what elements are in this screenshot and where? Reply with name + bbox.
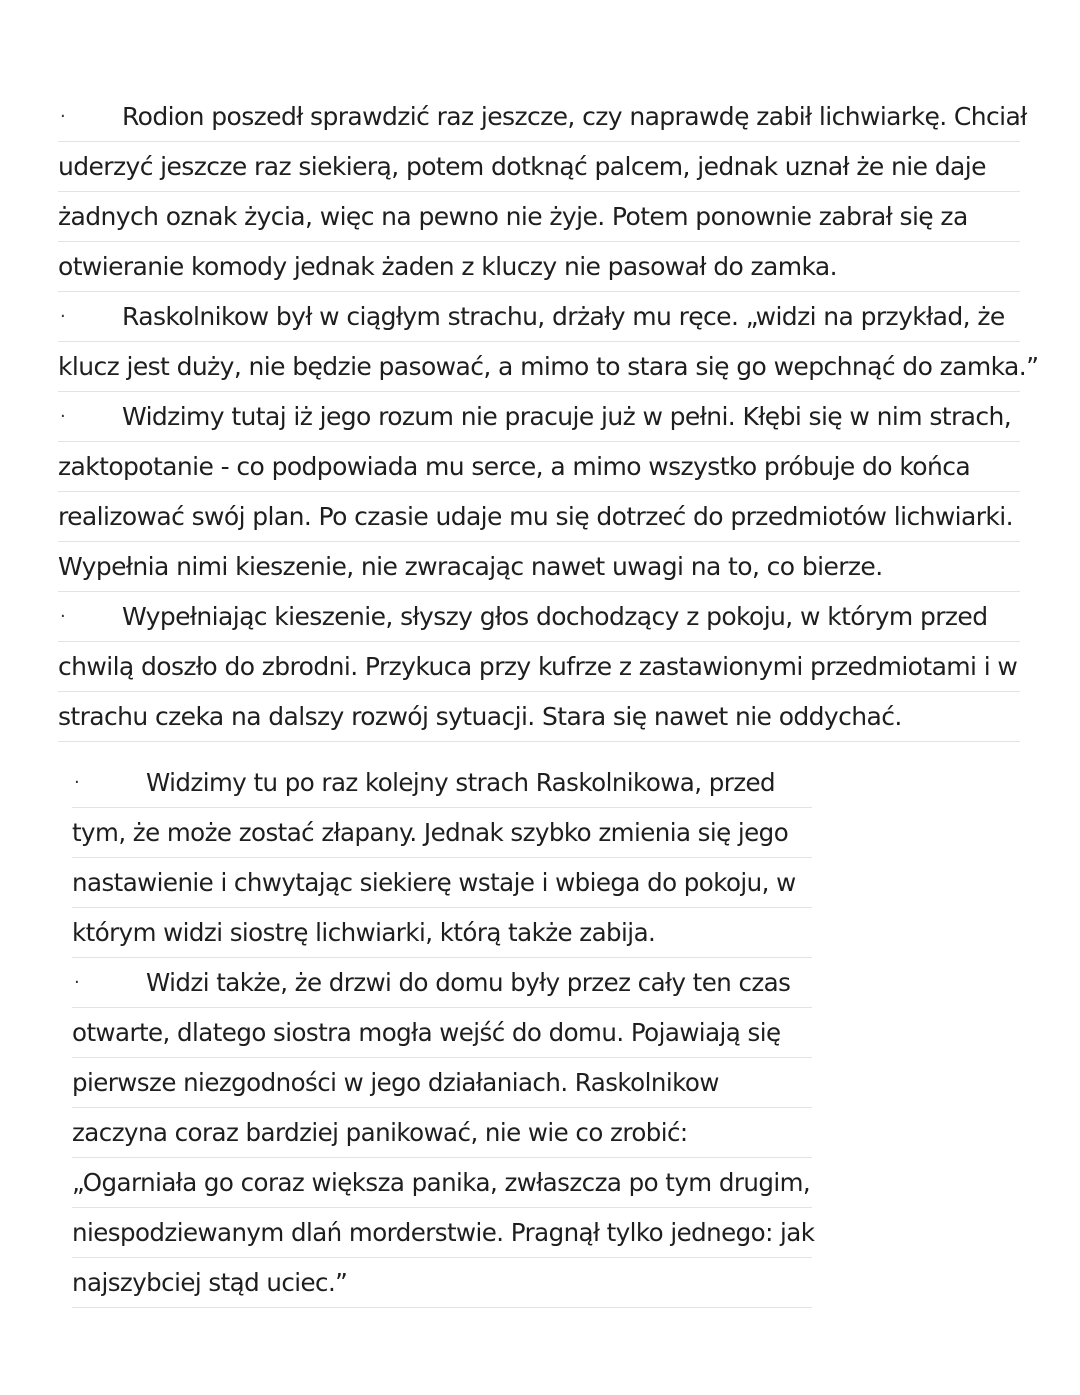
note-line <box>58 542 1020 592</box>
note-line-text: Raskolnikow był w ciągłym strachu, drżały mu ręce. „widzi na przykład, że <box>122 302 1005 331</box>
note-line <box>58 242 1020 292</box>
note-line <box>72 908 812 958</box>
note-line <box>72 1108 812 1158</box>
notes-section-2 <box>0 758 1080 1308</box>
note-line-text: „Ogarniała go coraz większa panika, zwłaszcza po tym drugim, <box>72 1168 811 1197</box>
note-line <box>58 692 1020 742</box>
note-line <box>58 592 1020 642</box>
note-line-text: niespodziewanym dlań morderstwie. Pragnął tylko jednego: jak <box>72 1218 815 1247</box>
bullet-point: · <box>60 606 66 627</box>
note-line-text: realizować swój plan. Po czasie udaje mu się dotrzeć do przedmiotów lichwiarki. <box>58 502 1013 531</box>
note-line <box>58 642 1020 692</box>
note-line-text: Widzimy tutaj iż jego rozum nie pracuje już w pełni. Kłębi się w nim strach, <box>122 402 1012 431</box>
note-line-text: otwarte, dlatego siostra mogła wejść do domu. Pojawiają się <box>72 1018 781 1047</box>
note-line <box>58 492 1020 542</box>
note-line <box>58 292 1020 342</box>
note-line-text: pierwsze niezgodności w jego działaniach. Raskolnikow <box>72 1068 719 1097</box>
note-line <box>58 142 1020 192</box>
bullet-point: · <box>60 106 66 127</box>
notes-section-1 <box>0 92 1080 742</box>
note-line <box>72 858 812 908</box>
note-line <box>58 192 1020 242</box>
note-line-text: klucz jest duży, nie będzie pasować, a mimo to stara się go wepchnąć do zamka.” <box>58 352 1039 381</box>
note-line <box>72 1208 815 1258</box>
note-line <box>58 442 1020 492</box>
note-line-text: chwilą doszło do zbrodni. Przykuca przy kufrze z zastawionymi przedmiotami i w <box>58 652 1018 681</box>
bullet-point: · <box>74 972 80 993</box>
bullet-point: · <box>74 772 80 793</box>
note-line <box>72 958 812 1008</box>
note-line <box>72 758 812 808</box>
note-line-text: żadnych oznak życia, więc na pewno nie żyje. Potem ponownie zabrał się za <box>58 202 968 231</box>
note-line <box>72 1058 812 1108</box>
note-line-text: zaktopotanie - co podpowiada mu serce, a mimo wszystko próbuje do końca <box>58 452 971 481</box>
note-line <box>58 392 1020 442</box>
note-line-text: strachu czeka na dalszy rozwój sytuacji. Stara się nawet nie oddychać. <box>58 702 902 731</box>
note-line <box>72 1158 812 1208</box>
note-line-text: Wypełnia nimi kieszenie, nie zwracając nawet uwagi na to, co bierze. <box>58 552 883 581</box>
note-line-text: Widzimy tu po raz kolejny strach Raskolnikowa, przed <box>146 768 776 797</box>
note-line-text: Widzi także, że drzwi do domu były przez cały ten czas <box>146 968 791 997</box>
note-line <box>72 808 812 858</box>
note-line-text: tym, że może zostać złapany. Jednak szybko zmienia się jego <box>72 818 789 847</box>
note-line-text: uderzyć jeszcze raz siekierą, potem dotknąć palcem, jednak uznał że nie daje <box>58 152 986 181</box>
note-line <box>58 342 1039 392</box>
note-line-text: którym widzi siostrę lichwiarki, którą także zabija. <box>72 918 656 947</box>
note-line-text: Wypełniając kieszenie, słyszy głos dochodzący z pokoju, w którym przed <box>122 602 988 631</box>
note-line <box>72 1258 812 1308</box>
bullet-point: · <box>60 406 66 427</box>
bullet-point: · <box>60 306 66 327</box>
note-line-text: otwieranie komody jednak żaden z kluczy nie pasował do zamka. <box>58 252 838 281</box>
note-line-text: Rodion poszedł sprawdzić raz jeszcze, czy naprawdę zabił lichwiarkę. Chciał <box>122 102 1027 131</box>
note-line-text: nastawienie i chwytając siekierę wstaje i wbiega do pokoju, w <box>72 868 796 897</box>
note-line <box>72 1008 812 1058</box>
note-line-text: zaczyna coraz bardziej panikować, nie wie co zrobić: <box>72 1118 688 1147</box>
note-line-text: najszybciej stąd uciec.” <box>72 1268 348 1297</box>
note-line <box>58 92 1027 142</box>
